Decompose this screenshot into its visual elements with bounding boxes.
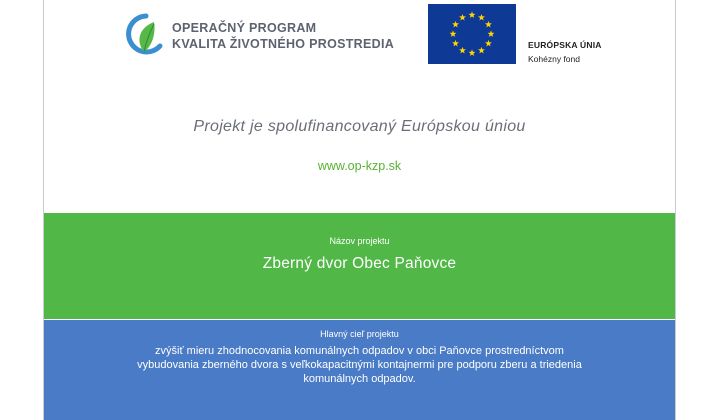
eu-star	[488, 30, 495, 37]
eu-star	[450, 30, 457, 37]
eu-subtitle: Kohézny fond	[528, 54, 580, 64]
op-kzp-leaf-logo-icon	[124, 12, 164, 60]
cofinancing-tagline: Projekt je spolufinancovaný Európskou úniou	[193, 118, 526, 135]
project-name-band	[44, 213, 675, 319]
eu-star	[452, 21, 459, 28]
program-line-2: KVALITA ŽIVOTNÉHO PROSTREDIA	[172, 37, 395, 51]
program-line-1: OPERAČNÝ PROGRAM	[172, 21, 317, 35]
project-name-value: Zberný dvor Obec Paňovce	[262, 255, 457, 272]
eu-flag-icon	[428, 4, 516, 64]
eu-star	[459, 47, 466, 54]
eu-star	[469, 49, 476, 56]
project-goal-value: zvýšiť mieru zhodnocovania komunálnych odpadov v obci Paňovce prostredníctvom vybudovania zberného dvora s veľkokapacitnými kontajnermi pre podporu zberu a triedenia komunálnych odpadov.	[137, 345, 582, 385]
header	[44, 0, 675, 80]
eu-label	[528, 40, 602, 64]
eu-star	[485, 40, 492, 47]
program-name	[172, 20, 394, 52]
project-name-label: Názov projektu	[329, 236, 390, 246]
eu-star	[485, 21, 492, 28]
eu-star	[469, 11, 476, 18]
eu-star	[459, 14, 466, 21]
eu-star	[478, 47, 485, 54]
eu-star	[452, 40, 459, 47]
website-link[interactable]: www.op-kzp.sk	[317, 159, 402, 173]
info-board	[43, 0, 676, 420]
eu-star	[478, 14, 485, 21]
eu-title: EURÓPSKA ÚNIA	[528, 40, 602, 50]
program-logo	[124, 12, 394, 60]
project-goal-label: Hlavný cieľ projektu	[320, 329, 399, 339]
project-goal-band	[44, 320, 675, 420]
